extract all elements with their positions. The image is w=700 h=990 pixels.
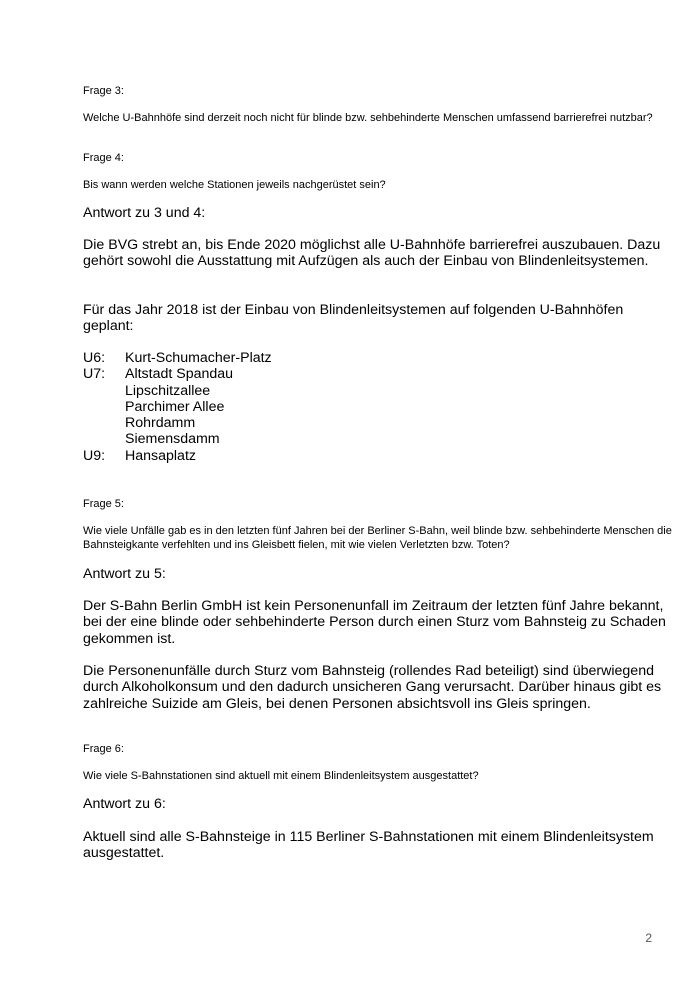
frage6-question: Wie viele S-Bahnstationen sind aktuell mit einem Blindenleitsystem ausgestattet? xyxy=(83,770,479,782)
antwort34-paragraph1: Die BVG strebt an, bis Ende 2020 möglichst alle U-Bahnhöfe barrierefrei auszubauen. Dazu gehört sowohl die Ausstattung mit Aufzügen als auch der Einbau von Blindenleitsystemen. xyxy=(83,237,661,270)
station-row xyxy=(83,431,483,447)
antwort34-paragraph2: Für das Jahr 2018 ist der Einbau von Blindenleitsystemen auf folgenden U-Bahnhöfen geplant: xyxy=(83,302,624,335)
frage5-question: Wie viele Unfälle gab es in den letzten fünf Jahren bei der Berliner S-Bahn, weil blinde bzw. sehbehinderte Menschen die Bahnsteigkante verfehlten und ins Gleisbett fielen, mit wie vielen Verletzten bzw. Toten? xyxy=(83,525,672,551)
station-row xyxy=(83,366,483,382)
line-label: U9: xyxy=(83,447,106,464)
line-label: U7: xyxy=(83,366,106,383)
station-row xyxy=(83,415,483,431)
antwort5-heading: Antwort zu 5: xyxy=(83,566,166,582)
station-name: Lipschitzallee xyxy=(125,382,211,399)
antwort5-paragraph2: Die Personenunfälle durch Sturz vom Bahnsteig (rollendes Rad beteiligt) sind überwiegend durch Alkoholkonsum und den dadurch unsicheren Gang verursacht. Darüber hinaus gibt es zahlreiche Suizide am Gleis, bei denen Personen absichtsvoll ins Gleis springen. xyxy=(83,663,662,712)
station-row xyxy=(83,350,483,366)
station-row xyxy=(83,448,483,464)
line-label xyxy=(83,383,125,399)
antwort6-paragraph1: Aktuell sind alle S-Bahnsteige in 115 Berliner S-Bahnstationen mit einem Blindenleitsystem ausgestattet. xyxy=(83,829,654,862)
antwort6-heading: Antwort zu 6: xyxy=(83,796,166,812)
frage4-label: Frage 4: xyxy=(83,152,124,164)
frage3-question: Welche U-Bahnhöfe sind derzeit noch nicht für blinde bzw. sehbehinderte Menschen umfassend barrierefrei nutzbar? xyxy=(83,112,653,124)
station-list xyxy=(83,350,483,464)
station-name: Parchimer Allee xyxy=(125,398,225,415)
station-name: Rohrdamm xyxy=(125,415,196,432)
antwort34-heading: Antwort zu 3 und 4: xyxy=(83,205,206,221)
station-name: Siemensdamm xyxy=(125,431,220,448)
station-name: Altstadt Spandau xyxy=(125,366,234,383)
frage5-label: Frage 5: xyxy=(83,498,124,510)
antwort5-paragraph1: Der S-Bahn Berlin GmbH ist kein Personenunfall im Zeitraum der letzten fünf Jahre bekannt, bei der eine blinde oder sehbehinderte Person durch einen Sturz vom Bahnsteig zu Schaden gekommen ist. xyxy=(83,598,666,647)
line-label xyxy=(83,415,125,431)
frage6-label: Frage 6: xyxy=(83,743,124,755)
frage3-label: Frage 3: xyxy=(83,85,124,97)
station-row xyxy=(83,383,483,399)
station-name: Kurt-Schumacher-Platz xyxy=(125,350,272,366)
page-number: 2 xyxy=(645,931,652,945)
line-label xyxy=(83,399,125,415)
line-label xyxy=(83,431,125,447)
station-row xyxy=(83,399,483,415)
station-name: Hansaplatz xyxy=(125,447,196,464)
line-label: U6: xyxy=(83,350,106,366)
frage4-question: Bis wann werden welche Stationen jeweils nachgerüstet sein? xyxy=(83,179,386,191)
